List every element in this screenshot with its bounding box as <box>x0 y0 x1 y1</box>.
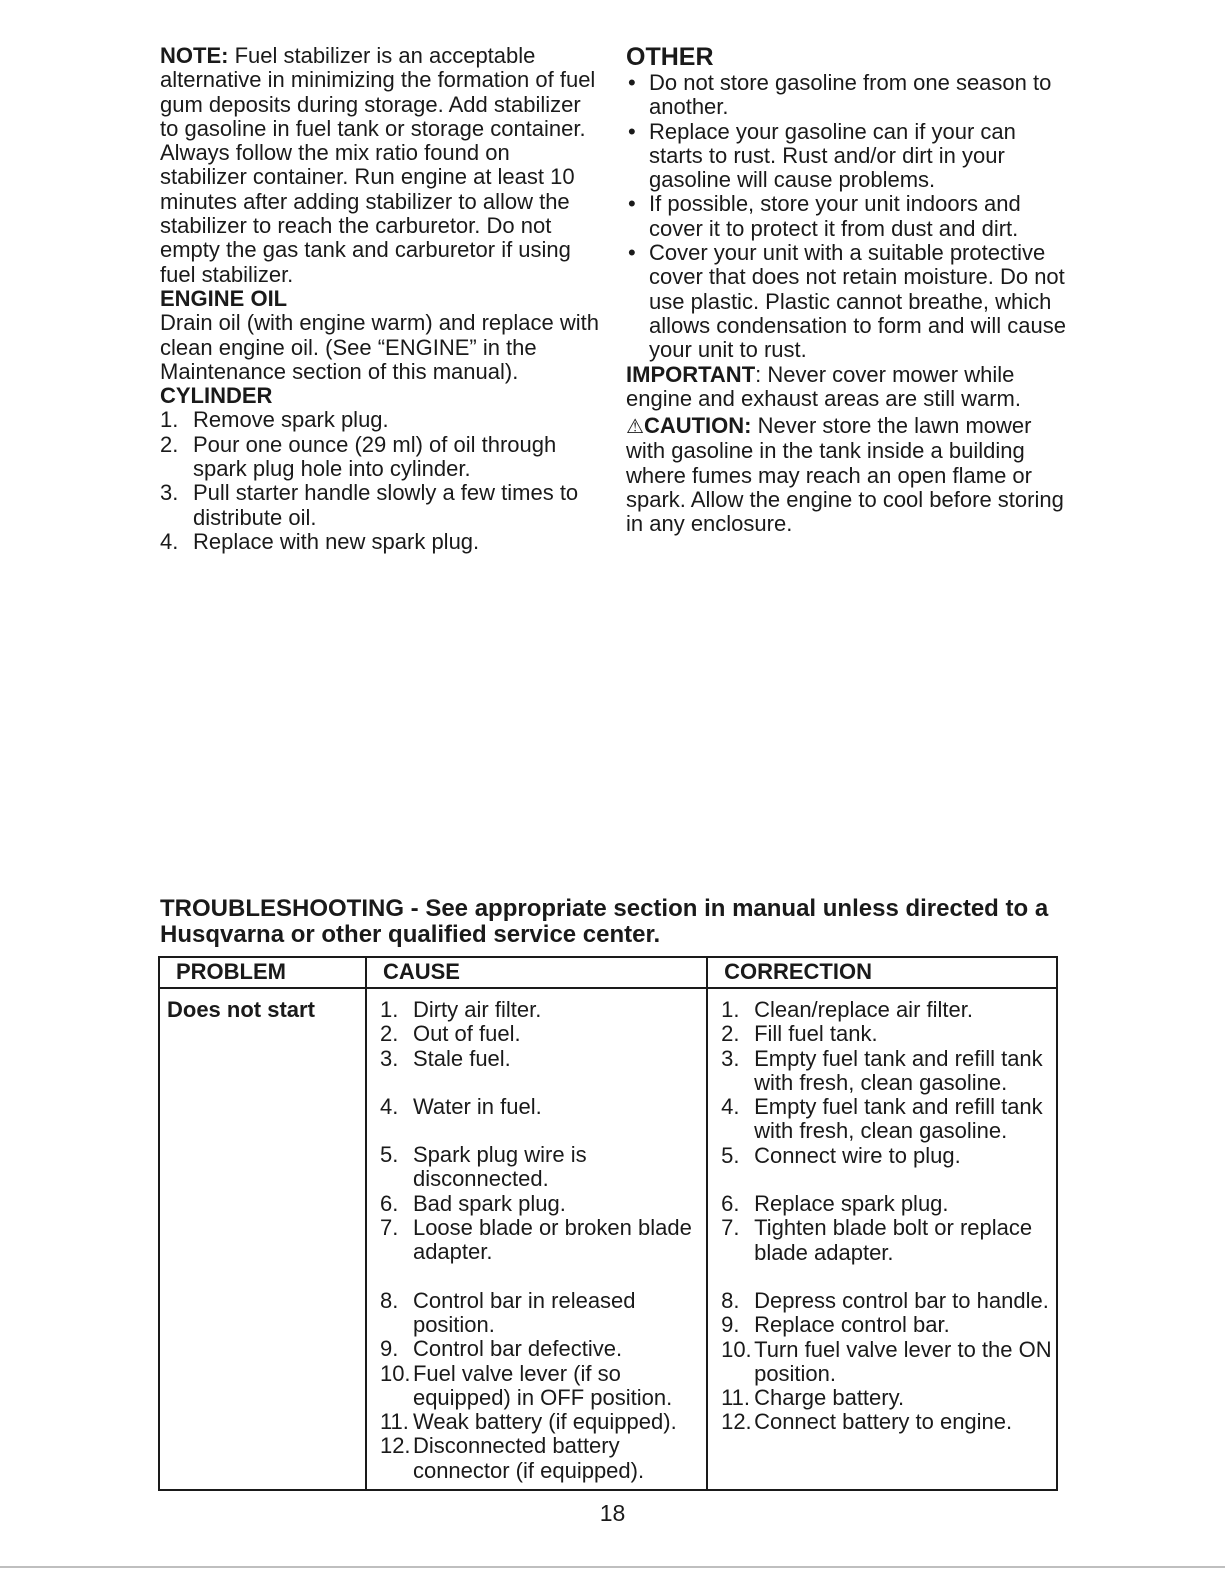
item-number: 11. <box>379 1409 409 1435</box>
engine-oil-heading: ENGINE OIL <box>160 285 288 311</box>
step-text: Remove spark plug. <box>193 407 389 433</box>
fuel-stabilizer-note <box>160 44 600 287</box>
list-item <box>160 481 600 530</box>
item-number: 1. <box>379 997 399 1022</box>
bullet-text: Replace your gasoline can if your can starts to rust. Rust and/or dirt in your gasoline will cause problems. <box>649 118 1016 193</box>
item-number: 11. <box>721 1385 751 1411</box>
list-item <box>721 1313 1055 1337</box>
list-item <box>380 1216 705 1265</box>
list-item <box>626 192 1066 241</box>
note-label: NOTE: <box>160 43 229 68</box>
cause-text: Disconnected battery connector (if equipped). <box>412 1433 645 1483</box>
header-correction: CORRECTION <box>707 957 1057 988</box>
list-item <box>721 1022 1055 1046</box>
item-number: 12. <box>721 1409 752 1435</box>
correction-text: Connect battery to engine. <box>754 1409 1013 1435</box>
troubleshooting-table <box>158 956 1058 1491</box>
list-item <box>721 1095 1055 1144</box>
step-text: Replace with new spark plug. <box>193 528 480 554</box>
list-item <box>380 1434 705 1483</box>
list-item <box>380 1047 705 1071</box>
cylinder-heading: CYLINDER <box>160 383 273 409</box>
cause-text: Bad spark plug. <box>412 1190 566 1216</box>
item-number: 4. <box>379 1093 399 1119</box>
correction-text: Empty fuel tank and refill tank with fresh, clean gasoline. <box>754 1045 1043 1095</box>
list-item <box>380 1289 705 1338</box>
correction-text: Empty fuel tank and refill tank with fresh, clean gasoline. <box>754 1094 1043 1144</box>
caution-note <box>626 414 1066 536</box>
cause-text: Out of fuel. <box>412 1021 521 1047</box>
correction-text: Charge battery. <box>754 1385 905 1411</box>
table-row <box>159 988 1057 1490</box>
bullet-text: Cover your unit with a suitable protective cover that does not retain moisture. Do not use plastic. Plastic cannot breathe, which allows condensation to form and will cause your unit to rust. <box>649 240 1067 363</box>
correction-text: Turn fuel valve lever to the ON position. <box>754 1336 1052 1386</box>
cause-text: Control bar defective. <box>412 1336 623 1362</box>
other-bullets <box>626 71 1066 363</box>
step-number: 4. <box>160 528 179 554</box>
caution-text: Never store the lawn mower with gasoline in the tank inside a building where fumes may reach an open flame or spark. Allow the engine to cool before storing in any enclosure. <box>626 413 1064 537</box>
correction-text: Connect wire to plug. <box>754 1142 961 1168</box>
cause-text: Control bar in released position. <box>412 1287 636 1337</box>
list-item <box>626 241 1066 362</box>
troubleshooting-title: TROUBLESHOOTING - See appropriate section in manual unless directed to a Husqvarna or other qualified service center. <box>160 895 1049 948</box>
correction-cell <box>707 988 1057 1490</box>
correction-text: Tighten blade bolt or replace blade adapter. <box>754 1215 1033 1265</box>
other-heading: OTHER <box>626 43 714 71</box>
item-number: 10. <box>379 1360 411 1386</box>
list-item <box>721 1386 1055 1410</box>
step-number: 3. <box>160 480 179 506</box>
list-item <box>380 998 705 1022</box>
item-number: 12. <box>379 1433 411 1459</box>
list-item <box>380 1337 705 1361</box>
item-number: 3. <box>721 1045 740 1071</box>
step-text: Pour one ounce (29 ml) of oil through spark plug hole into cylinder. <box>193 431 557 482</box>
caution-label: CAUTION: <box>643 413 752 439</box>
problem-text: Does not start <box>167 997 315 1022</box>
bullet-icon: • <box>628 191 636 217</box>
item-number: 2. <box>721 1021 740 1047</box>
correction-text: Fill fuel tank. <box>754 1021 878 1047</box>
list-item <box>626 120 1066 193</box>
item-number: 5. <box>379 1142 399 1168</box>
cause-text: Stale fuel. <box>412 1045 511 1071</box>
list-item <box>721 1216 1055 1265</box>
list-item <box>721 1047 1055 1096</box>
correction-text: Depress control bar to handle. <box>754 1287 1049 1313</box>
engine-oil-text: Drain oil (with engine warm) and replace with clean engine oil. (See “ENGINE” in the Maintenance section of this manual). <box>160 310 599 384</box>
item-number: 2. <box>379 1021 399 1047</box>
list-item <box>721 1410 1055 1434</box>
item-number: 1. <box>721 997 740 1022</box>
item-number: 3. <box>379 1045 399 1071</box>
item-number: 7. <box>379 1215 399 1241</box>
left-column <box>160 44 600 554</box>
warning-triangle-icon: ⚠ <box>626 416 644 439</box>
list-item <box>160 530 600 554</box>
list-item <box>380 1410 705 1434</box>
bullet-text: If possible, store your unit indoors and cover it to protect it from dust and dirt. <box>649 191 1021 241</box>
correction-list <box>709 998 1055 1435</box>
list-item <box>380 1143 705 1192</box>
important-text: : Never cover mower while engine and exhaust areas are still warm. <box>626 361 1021 411</box>
cause-cell <box>366 988 707 1490</box>
list-item <box>380 1362 705 1411</box>
item-number: 10. <box>721 1336 752 1362</box>
step-number: 1. <box>160 407 179 433</box>
important-label: IMPORTANT <box>626 361 756 387</box>
list-item <box>380 1095 705 1119</box>
item-number: 8. <box>379 1287 399 1313</box>
correction-text: Replace control bar. <box>754 1312 950 1338</box>
item-number: 8. <box>721 1287 740 1313</box>
step-text: Pull starter handle slowly a few times to distribute oil. <box>193 480 579 530</box>
list-item <box>721 998 1055 1022</box>
list-item <box>721 1192 1055 1216</box>
page-bottom-divider <box>0 1566 1225 1568</box>
item-number: 6. <box>379 1190 399 1216</box>
right-column <box>626 44 1066 537</box>
list-item <box>721 1338 1055 1387</box>
correction-text: Replace spark plug. <box>754 1191 949 1217</box>
list-item <box>721 1144 1055 1168</box>
note-text: Fuel stabilizer is an acceptable alternative in minimizing the formation of fuel gum deposits during storage. Add stabilizer to gasoline in fuel tank or storage container. Always follow the mix ratio found on stabilizer container. Run engine at least 10 minutes after adding stabilizer to allow the stabilizer to reach the carburetor. Do not empty the gas tank and carburetor if using fuel stabilizer. <box>160 43 596 287</box>
bullet-icon: • <box>628 240 636 266</box>
correction-text: Clean/replace air filter. <box>754 997 973 1022</box>
item-number: 6. <box>721 1191 740 1217</box>
cause-text: Spark plug wire is disconnected. <box>412 1142 587 1192</box>
cause-text: Dirty air filter. <box>412 997 542 1022</box>
item-number: 7. <box>721 1215 740 1241</box>
list-item <box>160 433 600 482</box>
step-number: 2. <box>160 431 179 457</box>
list-item <box>380 1022 705 1046</box>
cause-text: Water in fuel. <box>412 1093 542 1119</box>
header-cause: CAUSE <box>366 957 707 988</box>
table-header-row <box>159 957 1057 988</box>
list-item <box>160 408 600 432</box>
page-number: 18 <box>599 1500 626 1526</box>
list-item <box>626 71 1066 120</box>
item-number: 9. <box>721 1312 740 1338</box>
list-item <box>380 1192 705 1216</box>
list-item <box>721 1289 1055 1313</box>
cylinder-steps <box>160 408 600 554</box>
item-number: 5. <box>721 1142 740 1168</box>
cause-text: Fuel valve lever (if so equipped) in OFF position. <box>412 1360 673 1410</box>
cause-text: Weak battery (if equipped). <box>412 1409 677 1435</box>
item-number: 4. <box>721 1094 740 1120</box>
bullet-icon: • <box>628 118 636 144</box>
problem-cell <box>159 988 366 1490</box>
cause-list <box>368 998 705 1483</box>
bullet-icon: • <box>628 70 636 95</box>
cause-text: Loose blade or broken blade adapter. <box>412 1215 692 1265</box>
header-problem: PROBLEM <box>159 957 366 988</box>
bullet-text: Do not store gasoline from one season to another. <box>649 70 1052 120</box>
item-number: 9. <box>379 1336 399 1362</box>
important-note <box>626 363 1066 412</box>
